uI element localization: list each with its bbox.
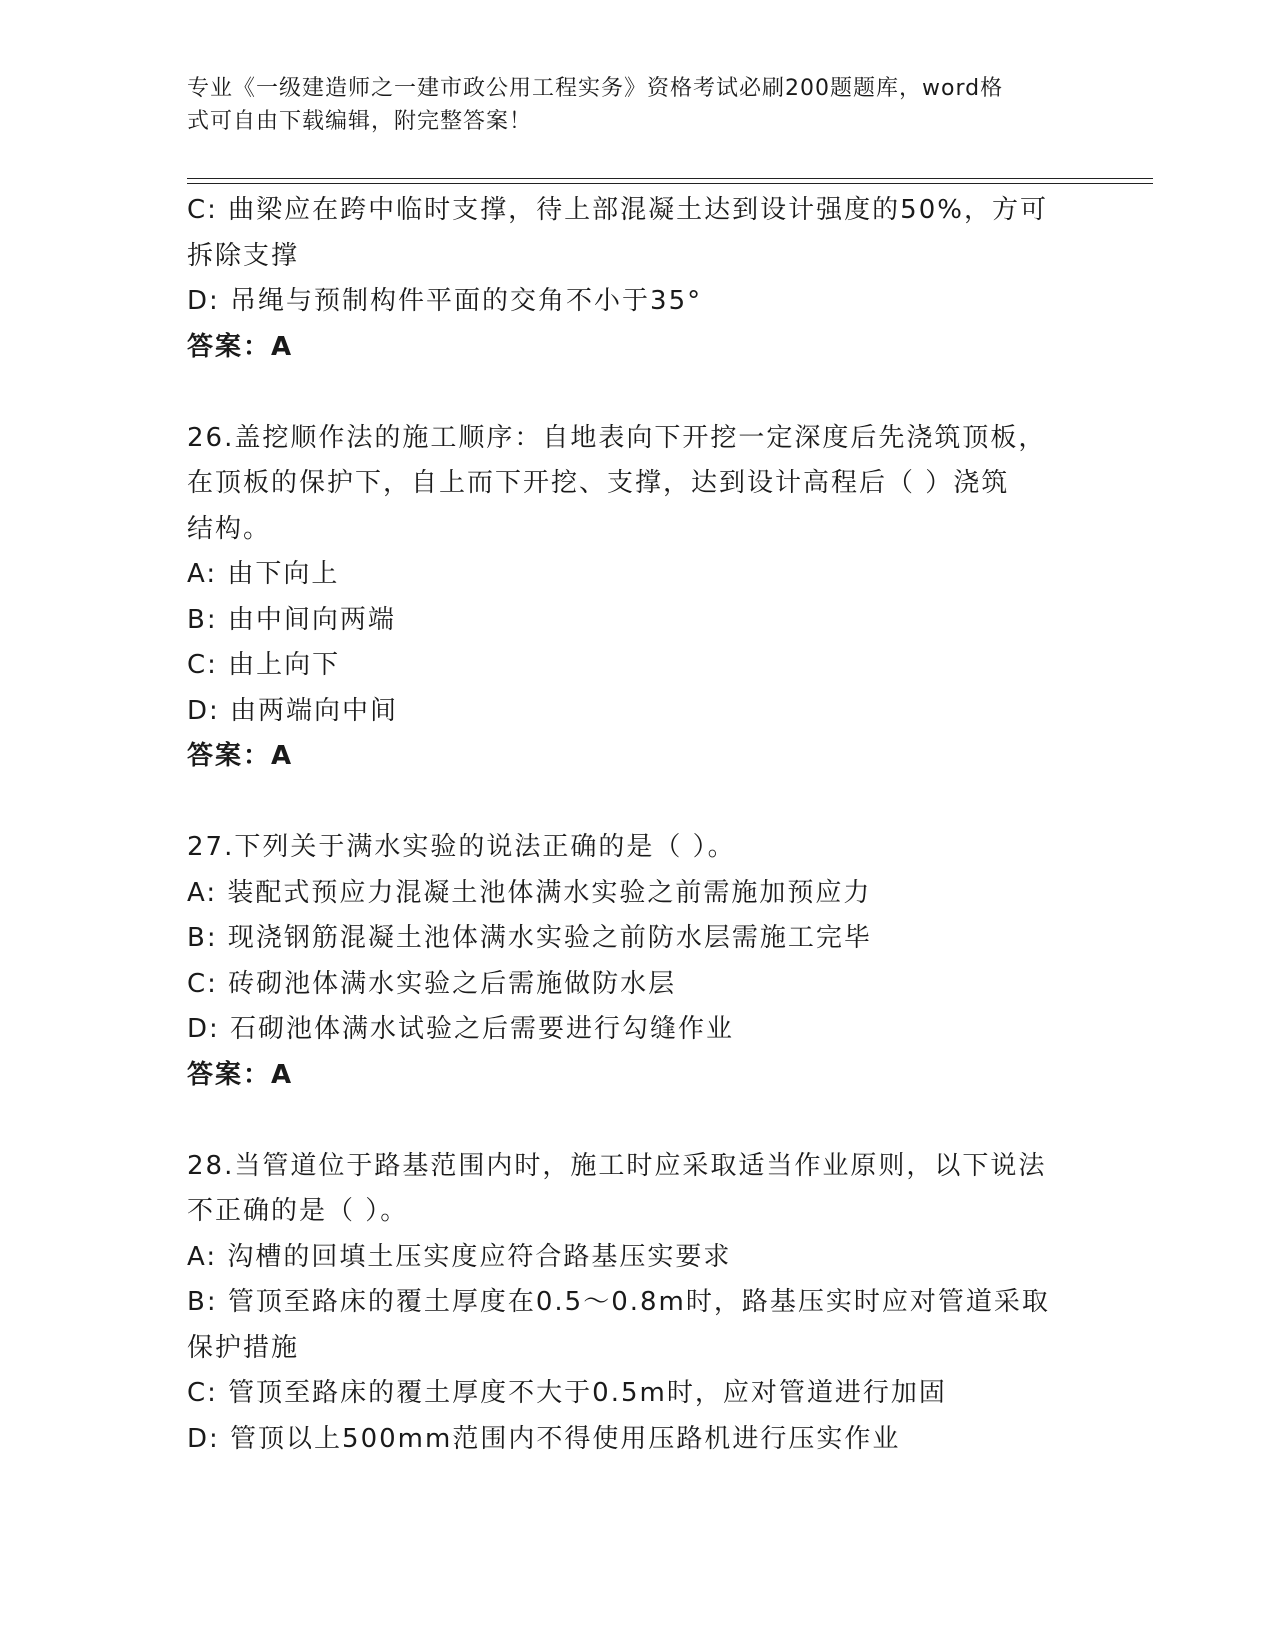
question-content <box>187 188 1087 1462</box>
option-c: C: 由上向下 <box>187 650 341 680</box>
header-divider-top <box>187 178 1153 179</box>
option-b: B: 现浇钢筋混凝土池体满水实验之前防水层需施工完毕 <box>187 923 872 953</box>
option-d: D: 吊绳与预制构件平面的交角不小于35° <box>187 286 703 316</box>
question-stem-line: 不正确的是（ ）。 <box>187 1196 409 1226</box>
answer-label: 答案：A <box>187 1059 294 1090</box>
option-a: A: 沟槽的回填土压实度应符合路基压实要求 <box>187 1241 732 1272</box>
option-d: D: 管顶以上500mm范围内不得使用压路机进行压实作业 <box>187 1423 901 1454</box>
header-divider-bottom <box>187 183 1153 184</box>
document-header <box>187 72 1067 138</box>
answer-label: 答案：A <box>187 331 294 362</box>
header-line-1: 专业《一级建造师之一建市政公用工程实务》资格考试必刷200题题库，word格 <box>187 76 1004 101</box>
option-b-line-2: 保护措施 <box>187 1332 300 1363</box>
spacer <box>187 1098 1087 1144</box>
question-stem-line: 28.当管道位于路基范围内时，施工时应采取适当作业原则，以下说法 <box>187 1150 1047 1181</box>
answer-label: 答案：A <box>187 741 294 771</box>
option-c: C: 管顶至路床的覆土厚度不大于0.5m时，应对管道进行加固 <box>187 1378 947 1408</box>
question-stem-line: 结构。 <box>187 513 272 544</box>
option-c: C: 砖砌池体满水实验之后需施做防水层 <box>187 968 677 999</box>
option-d: D: 石砌池体满水试验之后需要进行勾缝作业 <box>187 1014 735 1044</box>
question-stem-line: 26.盖挖顺作法的施工顺序：自地表向下开挖一定深度后先浇筑顶板， <box>187 422 1047 453</box>
option-a: A: 由下向上 <box>187 559 340 589</box>
header-line-2: 式可自由下载编辑，附完整答案！ <box>187 109 533 134</box>
question-stem-line: 27.下列关于满水实验的说法正确的是（ ）。 <box>187 832 736 862</box>
question-26 <box>187 416 1087 780</box>
option-c-line-2: 拆除支撑 <box>187 240 300 271</box>
option-d: D: 由两端向中间 <box>187 695 399 726</box>
option-b: B: 由中间向两端 <box>187 604 396 635</box>
spacer <box>187 370 1087 416</box>
question-28 <box>187 1144 1087 1463</box>
option-c-line-1: C: 曲梁应在跨中临时支撑，待上部混凝土达到设计强度的50%，方可 <box>187 195 1048 225</box>
option-b-line-1: B: 管顶至路床的覆土厚度在0.5～0.8m时，路基压实时应对管道采取 <box>187 1287 1050 1317</box>
question-27 <box>187 825 1087 1098</box>
spacer <box>187 780 1087 826</box>
prev-question-block <box>187 188 1087 370</box>
option-a: A: 装配式预应力混凝土池体满水实验之前需施加预应力 <box>187 877 872 908</box>
question-stem-line: 在顶板的保护下，自上而下开挖、支撑，达到设计高程后（ ）浇筑 <box>187 468 1010 498</box>
